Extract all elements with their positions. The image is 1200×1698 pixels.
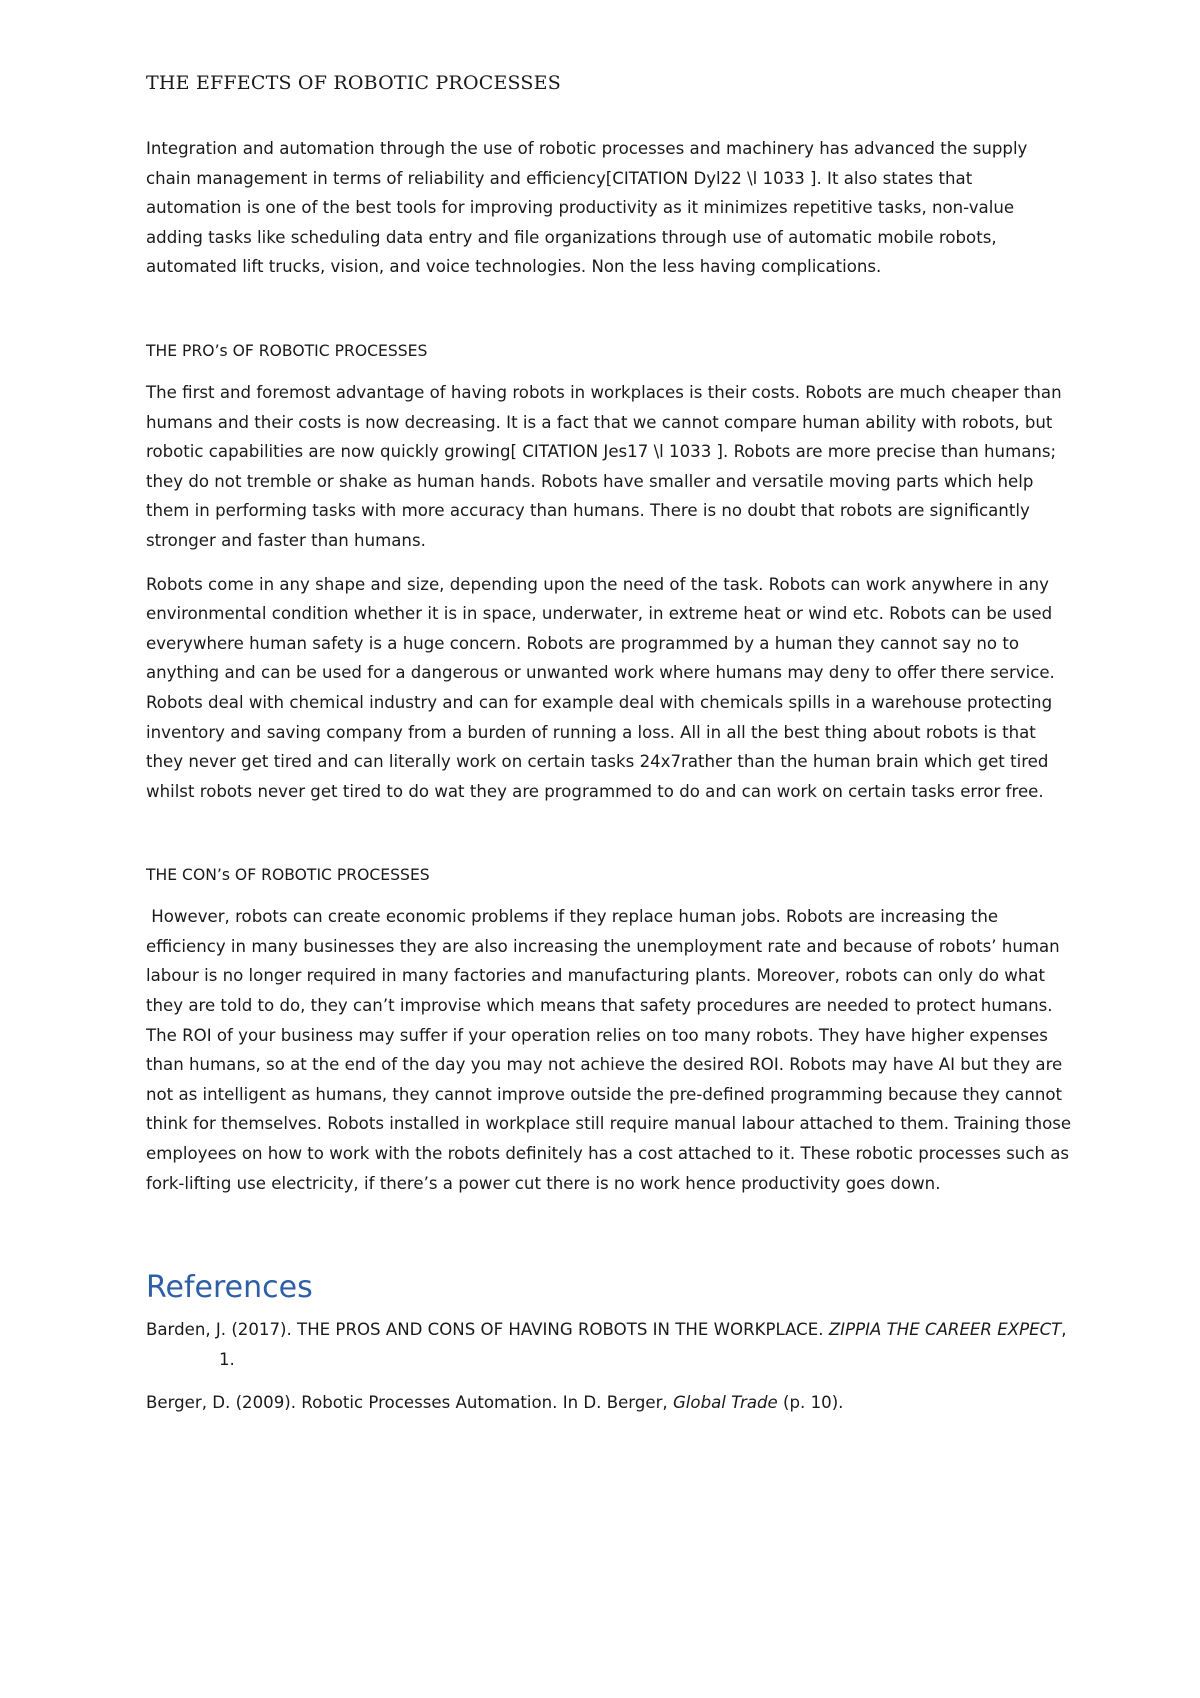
references-section [146, 1270, 1072, 1418]
reference-text: , 1. [219, 1320, 1067, 1369]
pros-paragraph-2: Robots come in any shape and size, depending upon the need of the task. Robots can work anywhere in any environmental condition whether it is in space, underwater, in extreme heat or wind etc. Robots can be used everywhere human safety is a huge concern. Robots are programmed by a human they cannot say no to anything and can be used for a dangerous or unwanted work where humans may deny to offer there service. Robots deal with chemical industry and can for example deal with chemicals spills in a warehouse protecting inventory and saving company from a burden of running a loss. All in all the best thing about robots is that they never get tired and can literally work on certain tasks 24x7rather than the human brain which get tired whilst robots never get tired to do wat they are programmed to do and can work on certain tasks error free. [146, 574, 1055, 801]
document-title: THE EFFECTS OF ROBOTIC PROCESSES [146, 72, 561, 94]
reference-source-title: ZIPPIA THE CAREER EXPECT [828, 1320, 1062, 1340]
document-body [146, 72, 1077, 1432]
reference-text: (p. 10). [777, 1393, 844, 1413]
reference-text: Berger, D. (2009). Robotic Processes Automation. In D. Berger, [146, 1393, 673, 1413]
pros-paragraph-1: The first and foremost advantage of having robots in workplaces is their costs. Robots are much cheaper than humans and their costs is now decreasing. It is a fact that we cannot compare human ability with robots, but robotic capabilities are now quickly growing[ CITATION Jes17 \l 1033 ]. Robots are more precise than humans; they do not tremble or shake as human hands. Robots have smaller and versatile moving parts which help them in performing tasks with more accuracy than humans. There is no doubt that robots are significantly stronger and faster than humans. [146, 382, 1062, 550]
reference-text: Barden, J. (2017). THE PROS AND CONS OF HAVING ROBOTS IN THE WORKPLACE. [146, 1320, 829, 1340]
reference-source-title: Global Trade [672, 1393, 778, 1413]
cons-section [146, 866, 1077, 1198]
pros-heading: THE PRO’s OF ROBOTIC PROCESSES [146, 341, 428, 360]
reference-entry [146, 1388, 1072, 1418]
reference-entry [146, 1315, 1072, 1374]
intro-paragraph: Integration and automation through the use of robotic processes and machinery has advanced the supply chain management in terms of reliability and efficiency[CITATION Dyl22 \l 1033 ]. It also states that automation is one of the best tools for improving productivity as it minimizes repetitive tasks, non-value adding tasks like scheduling data entry and file organizations through use of automatic mobile robots, automated lift trucks, vision, and voice technologies. Non the less having complications. [146, 139, 1028, 277]
pros-section [146, 342, 1072, 806]
cons-paragraph: However, robots can create economic problems if they replace human jobs. Robots are increasing the efficiency in many businesses they are also increasing the unemployment rate and because of robots’ human labour is no longer required in many factories and manufacturing plants. Moreover, robots can only do what they are told to do, they can’t improvise which means that safety procedures are needed to protect humans. The ROI of your business may suffer if your operation relies on too many robots. They have higher expenses than humans, so at the end of the day you may not achieve the desired ROI. Robots may have AI but they are not as intelligent as humans, they cannot improve outside the pre-defined programming because they cannot think for themselves. Robots installed in workplace still require manual labour attached to them. Training those employees on how to work with the robots definitely has a cost attached to it. These robotic processes such as fork-lifting use electricity, if there’s a power cut there is no work hence productivity goes down. [146, 907, 1077, 1193]
references-heading: References [146, 1270, 313, 1306]
cons-heading: THE CON’s OF ROBOTIC PROCESSES [146, 866, 430, 885]
